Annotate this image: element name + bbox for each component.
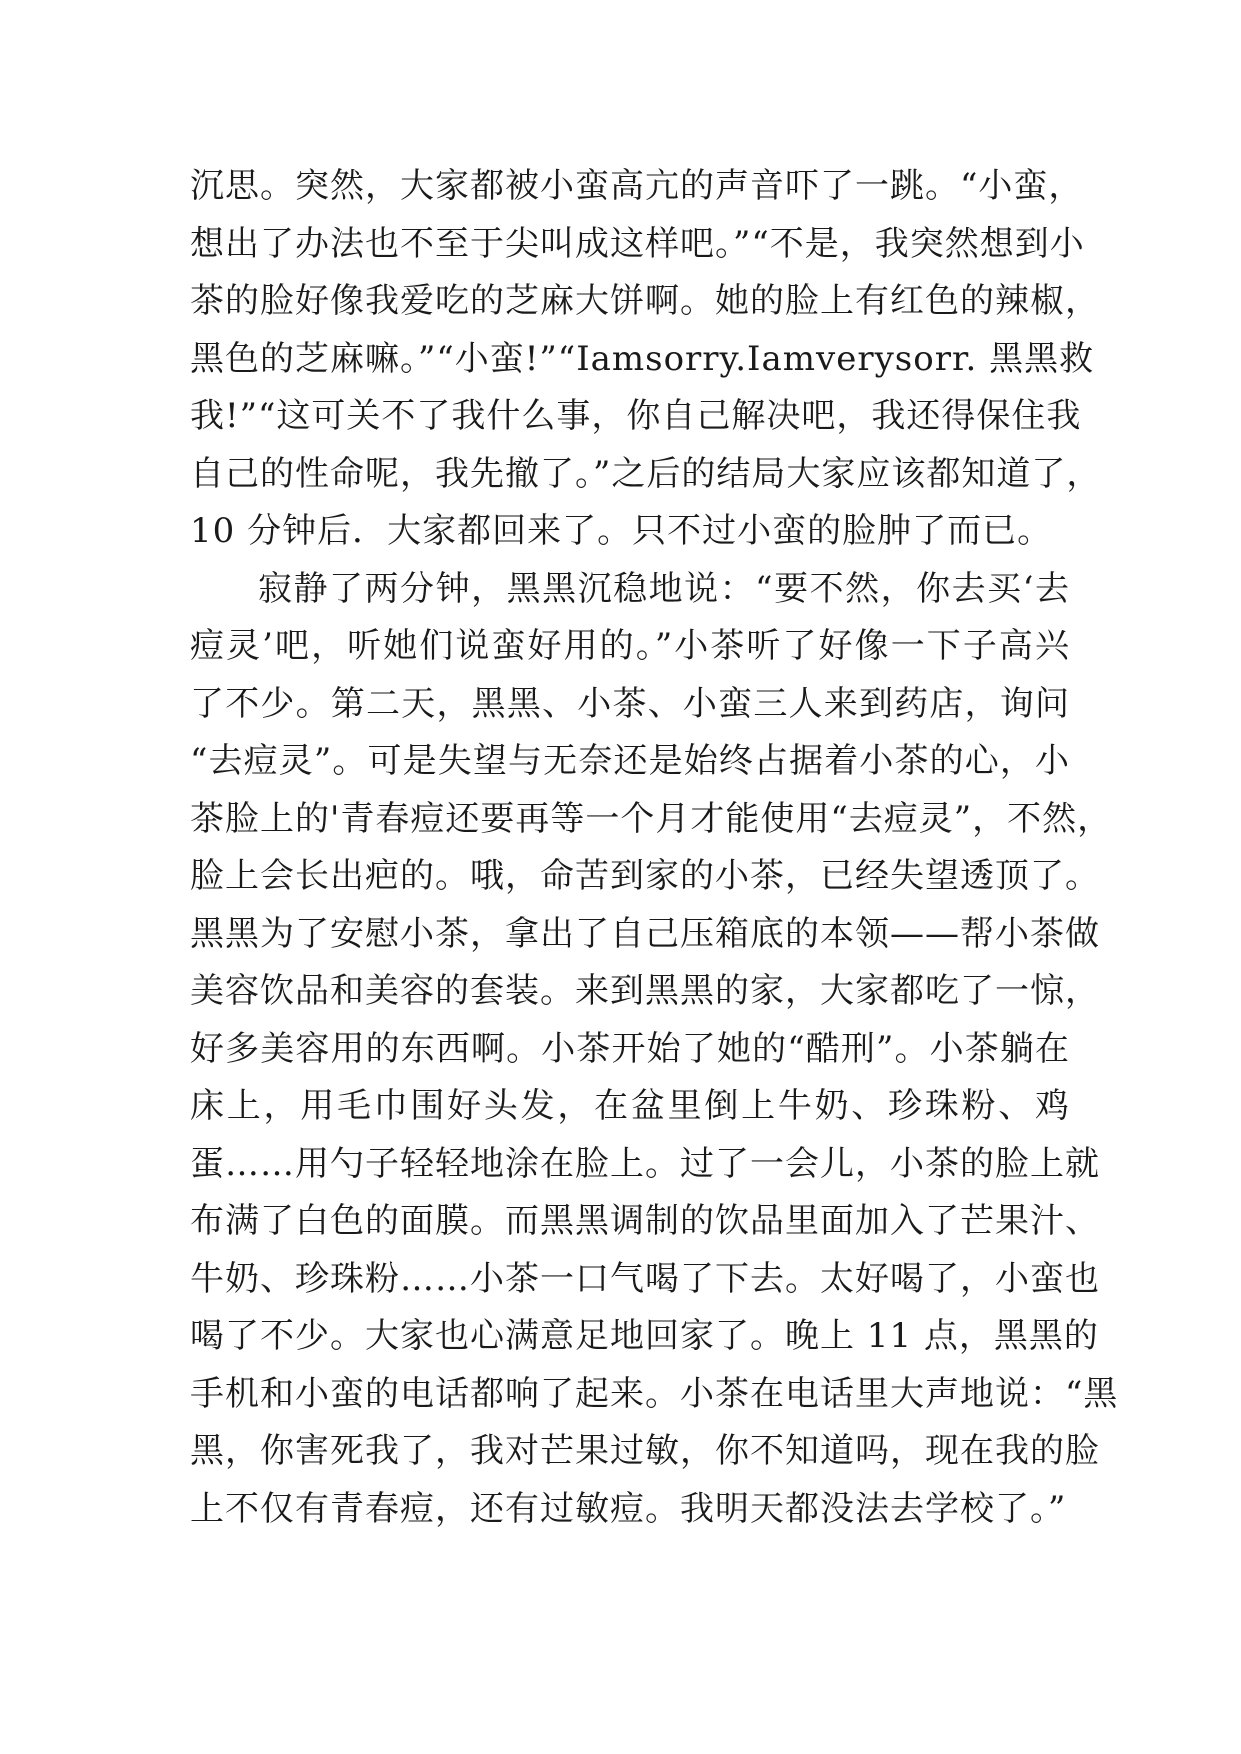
text-line: 寂静了两分钟，黑黑沉稳地说：“要不然，你去买‘去 (258, 568, 1070, 609)
text-line: 好多美容用的东西啊。小茶开始了她的“酷刑”。小茶躺在 (190, 1028, 1070, 1069)
text-line: 自己的性命呢，我先撤了。”之后的结局大家应该都知道了， (190, 453, 1102, 494)
text-line: 牛奶、珍珠粉……小茶一口气喝了下去。太好喝了，小蛮也 (190, 1258, 1100, 1299)
text-line: 手机和小蛮的电话都响了起来。小茶在电话里大声地说：“黑 (190, 1373, 1119, 1414)
text-line: 脸上会长出疤的。哦，命苦到家的小茶，已经失望透顶了。 (190, 856, 1100, 896)
text-line: 上不仅有青春痘，还有过敏痘。我明天都没法去学校了。” (190, 1488, 1067, 1529)
text-line: 喝了不少。大家也心满意足地回家了。晚上 11 点，黑黑的 (190, 1316, 1099, 1356)
paragraph-2 (190, 561, 1119, 1539)
body-text (190, 158, 1119, 1538)
text-line: “去痘灵”。可是失望与无奈还是始终占据着小茶的心，小 (190, 741, 1070, 781)
text-line: 蛋……用勺子轻轻地涂在脸上。过了一会儿，小茶的脸上就 (190, 1143, 1100, 1184)
text-line: 黑黑为了安慰小茶，拿出了自己压箱底的本领——帮小茶做 (190, 913, 1100, 954)
text-line: 沉思。突然，大家都被小蛮高亢的声音吓了一跳。“小蛮， (190, 166, 1084, 206)
text-line: 美容饮品和美容的套装。来到黑黑的家，大家都吃了一惊， (190, 971, 1100, 1011)
text-line: 我!”“这可关不了我什么事，你自己解决吧，我还得保住我 (190, 396, 1082, 436)
text-line: 茶的脸好像我爱吃的芝麻大饼啊。她的脸上有红色的辣椒， (190, 281, 1100, 321)
text-line: 黑，你害死我了，我对芒果过敏，你不知道吗，现在我的脸 (190, 1431, 1100, 1471)
paragraph-1 (190, 158, 1102, 561)
text-line: 了不少。第二天，黑黑、小茶、小蛮三人来到药店，询问 (190, 683, 1070, 724)
text-line: 布满了白色的面膜。而黑黑调制的饮品里面加入了芒果汁、 (190, 1201, 1100, 1241)
text-line: 床上，用毛巾围好头发，在盆里倒上牛奶、珍珠粉、鸡 (190, 1086, 1070, 1126)
text-line: 10 分钟后．大家都回来了。只不过小蛮的脸肿了而已。 (190, 511, 1053, 551)
text-line: 茶脸上的'青春痘还要再等一个月才能使用“去痘灵”，不然， (190, 798, 1113, 839)
text-line: 黑色的芝麻嘛。”“小蛮!”“Iamsorry.Iamverysorr. 黑黑救 (190, 338, 1095, 379)
text-line: 想出了办法也不至于尖叫成这样吧。”“不是，我突然想到小 (190, 223, 1085, 264)
text-line: 痘灵’吧，听她们说蛮好用的。”小茶听了好像一下子高兴 (190, 626, 1070, 666)
